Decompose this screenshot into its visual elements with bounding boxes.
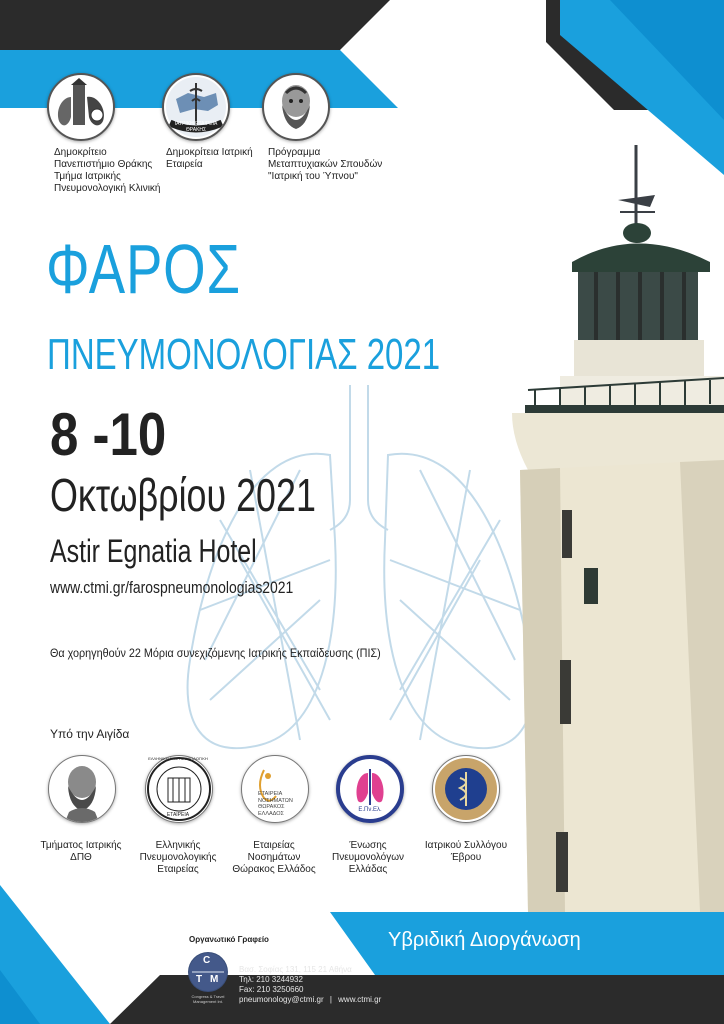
ribbon-text: ΙΑΤΡΙΚΗ ΕΤΑΙΡΕΙΑ ΘΡΑΚΗΣ (174, 121, 218, 133)
logo-caption-program: Πρόγραμμα Μεταπτυχιακών Σπουδών "Ιατρική του Ύπνου" (268, 147, 383, 182)
organizer-label: Οργανωτικό Γραφείο (189, 935, 269, 944)
event-venue: Astir Egnatia Hotel (50, 533, 257, 569)
title-faros: ΦΑΡΟΣ (46, 230, 241, 308)
logo-caption-clinic: Δημοκρίτειο Πανεπιστήμιο Θράκης Τμήμα Ιατρικής Πνευμονολογική Κλινική (54, 147, 161, 194)
company-contact: Βασ. Σοφίας 131, 115 21 Αθήνα Τηλ: 210 3244932 Fax: 210 3250660 pneumonology@ctmi.gr | www.ctmi.gr (239, 965, 382, 1004)
hps-ring-text: ΕΛΛΗΝΙΚΗ ΠΝΕΥΜΟΝΟΛΟΓΙΚΗ (148, 756, 208, 761)
contact-separator: | (329, 995, 332, 1004)
logo-pneumonology-clinic (47, 73, 115, 141)
logo-caption-society: Δημοκρίτεια Ιατρική Εταιρεία (166, 147, 253, 170)
title-pneumonology-2021: ΠΝΕΥΜΟΝΟΛΟΓΙΑΣ 2021 (47, 330, 441, 379)
hps-base-text: ΕΤΑΙΡΕΙΑ (166, 812, 190, 818)
philosopher-portrait-logo-icon (264, 75, 328, 139)
ctm-letter-m: M (210, 974, 219, 985)
event-dates: 8 -10 (50, 401, 167, 468)
auspices-caption-hps: Ελληνικής Πνευμονολογικής Εταιρείας (139, 840, 217, 875)
event-website-link[interactable]: www.ctmi.gr/farospneumonologias2021 (50, 578, 294, 597)
event-month: Οκτωβρίου 2021 (50, 469, 316, 521)
lighthouse-illustration (512, 145, 724, 912)
auspices-heading: Υπό την Αιγίδα (50, 727, 130, 741)
logo-evros-medical-association (432, 755, 500, 823)
auspices-caption-eno: Εταιρείας Νοσημάτων Θώρακος Ελλάδος (232, 840, 316, 875)
logo-medical-school-duth (48, 755, 116, 823)
contact-email-link[interactable]: pneumonology@ctmi.gr (239, 995, 324, 1004)
hippocrates-bust-logo-icon (49, 756, 115, 822)
ctm-letter-c: C (203, 955, 211, 966)
auspices-caption-evros: Ιατρικού Συλλόγου Έβρου (424, 840, 508, 863)
auspices-caption-duth: Τμήματος Ιατρικής ΔΠΘ (40, 840, 122, 863)
eno-letters: ΕΤΑΙΡΕΙΑ ΝΟΣΗΜΑΤΩΝ ΘΩΡΑΚΟΣ ΕΛΛΑΔΟΣ (258, 791, 293, 817)
company-website-link[interactable]: www.ctmi.gr (338, 995, 382, 1004)
cme-credits-note: Θα χορηγηθούν 22 Μόρια συνεχιζόμενης Ιατρικής Εκπαίδευσης (ΠΙΣ) (50, 646, 381, 660)
epnel-abbr: Ε.Πν.Ελ. (358, 807, 382, 813)
lighthouse-lungs-logo-icon (49, 75, 113, 139)
company-name: C.T.M.International S.A. (239, 952, 351, 963)
auspices-caption-epnel: Ένωσης Πνευμονολόγων Ελλάδας (331, 840, 405, 875)
ctm-logo (188, 952, 228, 992)
hybrid-event-banner: Υβριδική Διοργάνωση (388, 929, 581, 951)
ctm-letter-t: T (196, 974, 203, 985)
ctm-logo-sub: Congress & Travel Management Int. (191, 994, 225, 1004)
evros-medical-association-logo-icon (433, 756, 499, 822)
logo-sleep-medicine-program (262, 73, 330, 141)
